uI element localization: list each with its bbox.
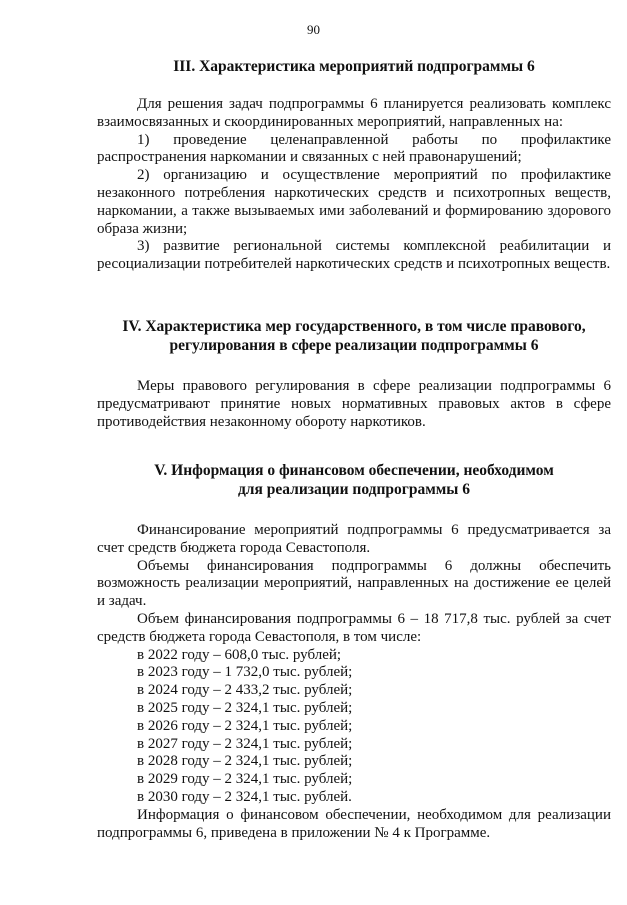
section-4-title [95, 318, 613, 355]
section-3-item-3: 3) развитие региональной системы комплексной реабилитации и ресоциализации потребителей наркотических средств и психотропных веществ. [97, 238, 611, 273]
section-4-title-line-2: регулирования в сфере реализации подпрограммы 6 [169, 336, 539, 354]
section-3-body [97, 96, 611, 274]
list-item: в 2022 году – 608,0 тыс. рублей; [137, 646, 342, 663]
section-4-body [97, 378, 611, 431]
section-5-body [97, 522, 611, 842]
list-item: в 2029 году – 2 324,1 тыс. рублей; [137, 771, 353, 788]
section-4-text: Меры правового регулирования в сфере реализации подпрограммы 6 предусматривают принятие новых нормативных правовых актов в сфере противодействия незаконному обороту наркотиков. [97, 378, 611, 430]
section-3-item-1: 1) проведение целенаправленной работы по профилактике распространения наркомании и связанных с ней правонарушений; [97, 131, 611, 166]
list-item: в 2026 году – 2 324,1 тыс. рублей; [137, 717, 353, 734]
section-5-title-line-2: для реализации подпрограммы 6 [237, 480, 471, 498]
section-5-title [95, 462, 613, 499]
section-3-title: III. Характеристика мероприятий подпрограммы 6 [173, 58, 535, 75]
section-5-paragraph-3: Объем финансирования подпрограммы 6 – 18 717,8 тыс. рублей за счет средств бюджета города Севастополя, в том числе: [97, 610, 611, 645]
list-item: в 2028 году – 2 324,1 тыс. рублей; [137, 753, 353, 770]
section-5-paragraph-2: Объемы финансирования подпрограммы 6 должны обеспечить возможность реализации мероприятий, направленных на достижение ее целей и задач. [97, 557, 611, 610]
section-5-paragraph-4: Информация о финансовом обеспечении, необходимом для реализации подпрограммы 6, приведена в приложении № 4 к Программе. [97, 806, 611, 841]
list-item: в 2030 году – 2 324,1 тыс. рублей. [137, 788, 352, 805]
section-3-item-2: 2) организацию и осуществление мероприятий по профилактике незаконного потребления наркотических средств и психотропных веществ, наркомании, а также вызываемых ими заболеваний и формированию здорового образа жизни; [97, 167, 611, 237]
section-5-title-line-1: V. Информация о финансовом обеспечении, необходимом [154, 462, 554, 479]
section-3-intro: Для решения задач подпрограммы 6 планируется реализовать комплекс взаимосвязанных и скоординированных мероприятий, направленных на: [97, 96, 611, 130]
list-item: в 2025 году – 2 324,1 тыс. рублей; [137, 699, 353, 716]
page-number: 90 [307, 22, 320, 37]
section-5-paragraph-1: Финансирование мероприятий подпрограммы 6 предусматривается за счет средств бюджета города Севастополя. [97, 522, 611, 556]
list-item: в 2027 году – 2 324,1 тыс. рублей; [137, 735, 353, 752]
section-4-title-line-1: IV. Характеристика мер государственного, в том числе правового, [122, 318, 586, 335]
list-item: в 2024 году – 2 433,2 тыс. рублей; [137, 682, 353, 699]
funding-by-year-list [97, 647, 611, 807]
list-item: в 2023 году – 1 732,0 тыс. рублей; [137, 664, 353, 681]
